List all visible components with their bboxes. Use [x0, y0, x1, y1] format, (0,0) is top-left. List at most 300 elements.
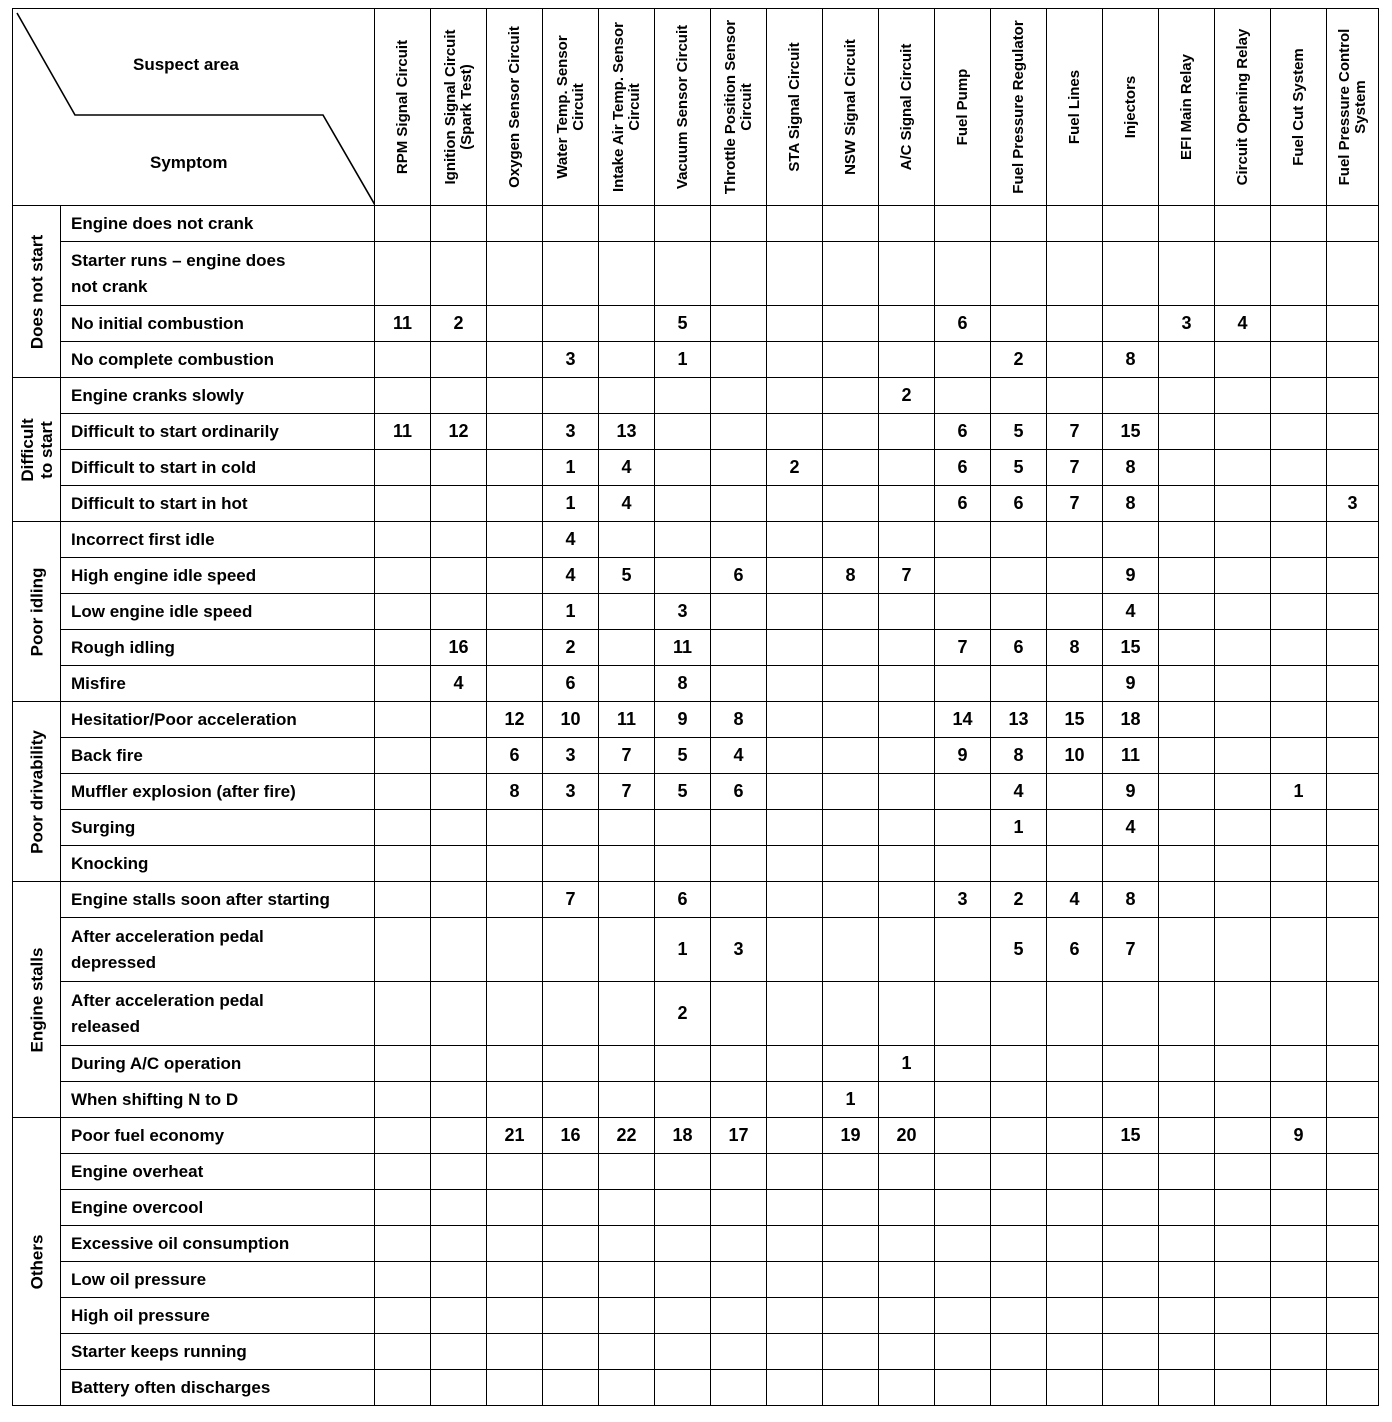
priority-cell — [1327, 846, 1379, 882]
table-row — [13, 738, 1379, 774]
priority-cell — [1047, 810, 1103, 846]
table-row — [13, 486, 1379, 522]
priority-cell — [879, 486, 935, 522]
priority-cell — [1327, 1154, 1379, 1190]
priority-cell: 11 — [375, 414, 431, 450]
priority-cell — [1215, 882, 1271, 918]
priority-cell — [1215, 982, 1271, 1046]
priority-cell — [935, 1226, 991, 1262]
priority-cell — [655, 414, 711, 450]
priority-cell — [991, 1370, 1047, 1406]
priority-cell: 9 — [1103, 774, 1159, 810]
column-header — [1159, 9, 1215, 206]
priority-cell — [543, 810, 599, 846]
table-row — [13, 242, 1379, 306]
priority-cell: 15 — [1103, 1118, 1159, 1154]
priority-cell — [487, 206, 543, 242]
priority-cell — [1215, 1262, 1271, 1298]
priority-cell — [431, 810, 487, 846]
priority-cell: 11 — [1103, 738, 1159, 774]
table-row — [13, 1370, 1379, 1406]
priority-cell — [543, 242, 599, 306]
priority-cell — [599, 1226, 655, 1262]
table-row — [13, 846, 1379, 882]
priority-cell — [879, 1226, 935, 1262]
priority-cell: 7 — [543, 882, 599, 918]
priority-cell — [543, 1226, 599, 1262]
symptom-cell: Hesitatior/Poor acceleration — [61, 702, 375, 738]
priority-cell — [935, 846, 991, 882]
priority-cell — [935, 1082, 991, 1118]
priority-cell — [543, 918, 599, 982]
priority-cell: 11 — [655, 630, 711, 666]
priority-cell — [655, 486, 711, 522]
priority-cell — [823, 1154, 879, 1190]
table-row — [13, 982, 1379, 1046]
priority-cell — [1047, 1370, 1103, 1406]
priority-cell: 8 — [1103, 882, 1159, 918]
priority-cell: 5 — [655, 774, 711, 810]
column-header — [767, 9, 823, 206]
priority-cell — [991, 1154, 1047, 1190]
priority-cell — [1271, 738, 1327, 774]
symptom-cell: Engine overheat — [61, 1154, 375, 1190]
priority-cell — [375, 206, 431, 242]
priority-cell — [1159, 486, 1215, 522]
symptom-cell: Difficult to start ordinarily — [61, 414, 375, 450]
priority-cell — [767, 1226, 823, 1262]
priority-cell — [375, 982, 431, 1046]
symptom-cell: Engine overcool — [61, 1190, 375, 1226]
priority-cell — [431, 522, 487, 558]
priority-cell — [1327, 594, 1379, 630]
priority-cell — [1327, 378, 1379, 414]
table-row — [13, 450, 1379, 486]
priority-cell — [1271, 1334, 1327, 1370]
priority-cell — [1047, 594, 1103, 630]
priority-cell: 5 — [991, 414, 1047, 450]
priority-cell — [599, 306, 655, 342]
priority-cell — [879, 774, 935, 810]
priority-cell — [1103, 1190, 1159, 1226]
table-row — [13, 1298, 1379, 1334]
priority-cell — [1271, 522, 1327, 558]
priority-cell: 2 — [431, 306, 487, 342]
priority-cell — [1215, 774, 1271, 810]
priority-cell — [1327, 982, 1379, 1046]
priority-cell — [375, 1082, 431, 1118]
priority-cell — [767, 666, 823, 702]
priority-cell: 4 — [543, 558, 599, 594]
column-header-row — [13, 9, 1379, 206]
priority-cell — [487, 666, 543, 702]
priority-cell — [1271, 558, 1327, 594]
priority-cell — [935, 918, 991, 982]
priority-cell: 6 — [543, 666, 599, 702]
priority-cell — [1159, 242, 1215, 306]
priority-cell — [1159, 1262, 1215, 1298]
priority-cell — [879, 594, 935, 630]
priority-cell — [1271, 450, 1327, 486]
priority-cell: 6 — [711, 558, 767, 594]
column-header-label: Oxygen Sensor Circuit — [505, 26, 523, 188]
priority-cell — [431, 774, 487, 810]
priority-cell — [879, 414, 935, 450]
priority-cell — [487, 1262, 543, 1298]
priority-cell — [543, 982, 599, 1046]
table-row — [13, 1226, 1379, 1262]
table-row — [13, 666, 1379, 702]
column-header — [1103, 9, 1159, 206]
priority-cell — [1047, 982, 1103, 1046]
priority-cell — [1047, 1082, 1103, 1118]
priority-cell — [1159, 810, 1215, 846]
priority-cell: 3 — [543, 414, 599, 450]
priority-cell — [767, 1298, 823, 1334]
table-row — [13, 1118, 1379, 1154]
priority-cell — [431, 450, 487, 486]
priority-cell — [599, 846, 655, 882]
priority-cell: 18 — [655, 1118, 711, 1154]
priority-cell: 7 — [1047, 450, 1103, 486]
priority-cell — [543, 1190, 599, 1226]
group-label-cell — [13, 882, 61, 1118]
priority-cell — [1327, 1118, 1379, 1154]
priority-cell — [599, 1262, 655, 1298]
column-header-label: Fuel Pressure Control System — [1335, 28, 1369, 186]
priority-cell — [1215, 1190, 1271, 1226]
priority-cell — [767, 242, 823, 306]
priority-cell — [1271, 666, 1327, 702]
priority-cell — [1047, 666, 1103, 702]
priority-cell: 2 — [879, 378, 935, 414]
priority-cell — [879, 1334, 935, 1370]
priority-cell — [1159, 414, 1215, 450]
priority-cell — [823, 666, 879, 702]
priority-cell — [1159, 918, 1215, 982]
priority-cell: 12 — [431, 414, 487, 450]
priority-cell — [487, 414, 543, 450]
priority-cell — [599, 342, 655, 378]
priority-cell — [599, 522, 655, 558]
priority-cell — [1047, 342, 1103, 378]
priority-cell — [599, 1082, 655, 1118]
priority-cell — [1047, 378, 1103, 414]
priority-cell — [711, 342, 767, 378]
priority-cell — [543, 1046, 599, 1082]
priority-cell — [487, 882, 543, 918]
priority-cell — [1215, 918, 1271, 982]
priority-cell — [879, 846, 935, 882]
priority-cell — [431, 1334, 487, 1370]
priority-cell: 6 — [935, 414, 991, 450]
priority-cell — [487, 342, 543, 378]
priority-cell — [991, 306, 1047, 342]
priority-cell — [375, 666, 431, 702]
priority-cell — [1327, 918, 1379, 982]
priority-cell — [1271, 982, 1327, 1046]
priority-cell — [1215, 558, 1271, 594]
priority-cell — [487, 378, 543, 414]
priority-cell — [935, 1334, 991, 1370]
priority-cell — [935, 1190, 991, 1226]
priority-cell — [599, 810, 655, 846]
priority-cell — [375, 1370, 431, 1406]
priority-cell — [599, 1370, 655, 1406]
priority-cell — [823, 1298, 879, 1334]
priority-cell: 2 — [655, 982, 711, 1046]
priority-cell: 4 — [1215, 306, 1271, 342]
symptom-cell: Starter runs – engine does not crank — [61, 242, 375, 306]
priority-cell — [879, 810, 935, 846]
priority-cell — [991, 1082, 1047, 1118]
priority-cell — [655, 1046, 711, 1082]
column-header — [711, 9, 767, 206]
priority-cell — [1327, 1370, 1379, 1406]
priority-cell — [487, 306, 543, 342]
priority-cell — [1271, 486, 1327, 522]
symptom-cell: Incorrect first idle — [61, 522, 375, 558]
priority-cell — [991, 982, 1047, 1046]
priority-cell — [1159, 1370, 1215, 1406]
group-label: Poor drivability — [27, 729, 46, 854]
priority-cell — [1327, 206, 1379, 242]
priority-cell — [1327, 1226, 1379, 1262]
priority-cell — [431, 1046, 487, 1082]
priority-cell: 4 — [1103, 594, 1159, 630]
priority-cell — [543, 1298, 599, 1334]
priority-cell: 6 — [991, 486, 1047, 522]
priority-cell — [543, 1154, 599, 1190]
priority-cell — [711, 522, 767, 558]
priority-cell — [431, 1298, 487, 1334]
priority-cell — [599, 206, 655, 242]
priority-cell: 9 — [1103, 558, 1159, 594]
priority-cell — [1327, 882, 1379, 918]
priority-cell: 8 — [1047, 630, 1103, 666]
priority-cell — [767, 378, 823, 414]
priority-cell — [655, 558, 711, 594]
table-row — [13, 630, 1379, 666]
priority-cell — [711, 414, 767, 450]
priority-cell — [599, 982, 655, 1046]
priority-cell: 8 — [655, 666, 711, 702]
priority-cell — [1103, 378, 1159, 414]
priority-cell — [1159, 450, 1215, 486]
priority-cell — [375, 1154, 431, 1190]
column-header-label: Fuel Pump — [953, 68, 971, 146]
symptom-cell: Rough idling — [61, 630, 375, 666]
priority-cell — [935, 594, 991, 630]
priority-cell — [1047, 522, 1103, 558]
priority-cell — [1103, 1334, 1159, 1370]
symptom-cell: Low engine idle speed — [61, 594, 375, 630]
symptom-cell: Starter keeps running — [61, 1334, 375, 1370]
priority-cell: 5 — [991, 450, 1047, 486]
priority-cell — [1215, 1118, 1271, 1154]
column-header — [599, 9, 655, 206]
priority-cell — [487, 594, 543, 630]
priority-cell — [935, 1046, 991, 1082]
priority-cell — [823, 450, 879, 486]
priority-cell: 4 — [599, 450, 655, 486]
priority-cell — [823, 306, 879, 342]
priority-cell — [431, 1154, 487, 1190]
priority-cell — [879, 342, 935, 378]
priority-cell — [1215, 846, 1271, 882]
table-row — [13, 1262, 1379, 1298]
symptom-cell: No initial combustion — [61, 306, 375, 342]
column-header-label: STA Signal Circuit — [785, 42, 803, 172]
priority-cell — [487, 810, 543, 846]
priority-cell — [487, 1226, 543, 1262]
priority-cell — [1271, 306, 1327, 342]
priority-cell — [431, 702, 487, 738]
column-header — [879, 9, 935, 206]
priority-cell — [1047, 1190, 1103, 1226]
priority-cell — [655, 1298, 711, 1334]
priority-cell — [711, 846, 767, 882]
group-label: Does not start — [27, 234, 46, 349]
priority-cell — [1215, 594, 1271, 630]
priority-cell — [823, 810, 879, 846]
group-label-cell — [13, 378, 61, 522]
priority-cell — [487, 522, 543, 558]
priority-cell — [375, 630, 431, 666]
priority-cell — [599, 1334, 655, 1370]
priority-cell — [767, 1118, 823, 1154]
symptom-cell: After acceleration pedal released — [61, 982, 375, 1046]
priority-cell: 15 — [1103, 630, 1159, 666]
priority-cell — [711, 1190, 767, 1226]
priority-cell — [1047, 1334, 1103, 1370]
priority-cell — [767, 918, 823, 982]
column-header-label: Fuel Cut System — [1289, 48, 1307, 166]
priority-cell: 18 — [1103, 702, 1159, 738]
symptom-cell: After acceleration pedal depressed — [61, 918, 375, 982]
priority-cell — [431, 242, 487, 306]
priority-cell: 9 — [1271, 1118, 1327, 1154]
priority-cell: 3 — [543, 738, 599, 774]
priority-cell — [599, 242, 655, 306]
priority-cell: 16 — [431, 630, 487, 666]
priority-cell — [1103, 522, 1159, 558]
priority-cell — [1271, 1262, 1327, 1298]
priority-cell — [487, 1046, 543, 1082]
priority-cell — [655, 242, 711, 306]
priority-cell — [487, 918, 543, 982]
priority-cell — [1047, 242, 1103, 306]
priority-cell — [1215, 702, 1271, 738]
column-header-label: Throttle Position Sensor Circuit — [721, 19, 755, 195]
priority-cell — [1047, 1262, 1103, 1298]
priority-cell — [1327, 242, 1379, 306]
priority-cell — [1327, 774, 1379, 810]
priority-cell: 15 — [1047, 702, 1103, 738]
priority-cell — [991, 1262, 1047, 1298]
priority-cell — [767, 1082, 823, 1118]
priority-cell: 2 — [543, 630, 599, 666]
priority-cell — [1215, 242, 1271, 306]
priority-cell — [711, 378, 767, 414]
priority-cell — [1159, 378, 1215, 414]
priority-cell — [1327, 1298, 1379, 1334]
priority-cell — [487, 1082, 543, 1118]
priority-cell — [879, 1298, 935, 1334]
priority-cell — [823, 206, 879, 242]
priority-cell — [879, 206, 935, 242]
priority-cell — [823, 242, 879, 306]
priority-cell — [991, 522, 1047, 558]
priority-cell: 7 — [879, 558, 935, 594]
priority-cell — [1215, 378, 1271, 414]
priority-cell — [375, 846, 431, 882]
priority-cell — [1271, 342, 1327, 378]
table-row — [13, 1190, 1379, 1226]
priority-cell — [1327, 342, 1379, 378]
corner-header — [13, 9, 375, 206]
priority-cell — [487, 846, 543, 882]
group-label-cell — [13, 702, 61, 882]
column-header — [991, 9, 1047, 206]
priority-cell — [823, 594, 879, 630]
priority-cell — [599, 594, 655, 630]
priority-cell — [823, 1334, 879, 1370]
priority-cell — [1159, 982, 1215, 1046]
priority-cell — [655, 1190, 711, 1226]
priority-cell — [711, 1262, 767, 1298]
priority-cell — [375, 594, 431, 630]
priority-cell — [1159, 206, 1215, 242]
priority-cell — [1047, 206, 1103, 242]
symptom-cell: Battery often discharges — [61, 1370, 375, 1406]
priority-cell — [1327, 1046, 1379, 1082]
priority-cell: 7 — [1103, 918, 1159, 982]
priority-cell — [1159, 1154, 1215, 1190]
priority-cell — [991, 1298, 1047, 1334]
priority-cell — [711, 810, 767, 846]
priority-cell — [375, 918, 431, 982]
priority-cell — [487, 242, 543, 306]
priority-cell — [767, 810, 823, 846]
priority-cell — [823, 486, 879, 522]
priority-cell — [1327, 1334, 1379, 1370]
priority-cell — [1271, 1226, 1327, 1262]
priority-cell — [1047, 1118, 1103, 1154]
priority-cell — [879, 242, 935, 306]
priority-cell — [1271, 594, 1327, 630]
priority-cell — [1103, 1154, 1159, 1190]
priority-cell: 11 — [599, 702, 655, 738]
priority-cell — [1271, 378, 1327, 414]
priority-cell — [991, 1190, 1047, 1226]
priority-cell — [655, 206, 711, 242]
priority-cell — [655, 846, 711, 882]
priority-cell — [487, 1190, 543, 1226]
priority-cell — [991, 846, 1047, 882]
priority-cell: 1 — [543, 594, 599, 630]
priority-cell — [879, 522, 935, 558]
priority-cell — [823, 522, 879, 558]
priority-cell — [599, 1298, 655, 1334]
priority-cell — [655, 810, 711, 846]
priority-cell — [823, 1226, 879, 1262]
priority-cell — [1159, 774, 1215, 810]
priority-cell — [655, 1226, 711, 1262]
priority-cell: 12 — [487, 702, 543, 738]
priority-cell — [1327, 522, 1379, 558]
priority-cell — [711, 1154, 767, 1190]
